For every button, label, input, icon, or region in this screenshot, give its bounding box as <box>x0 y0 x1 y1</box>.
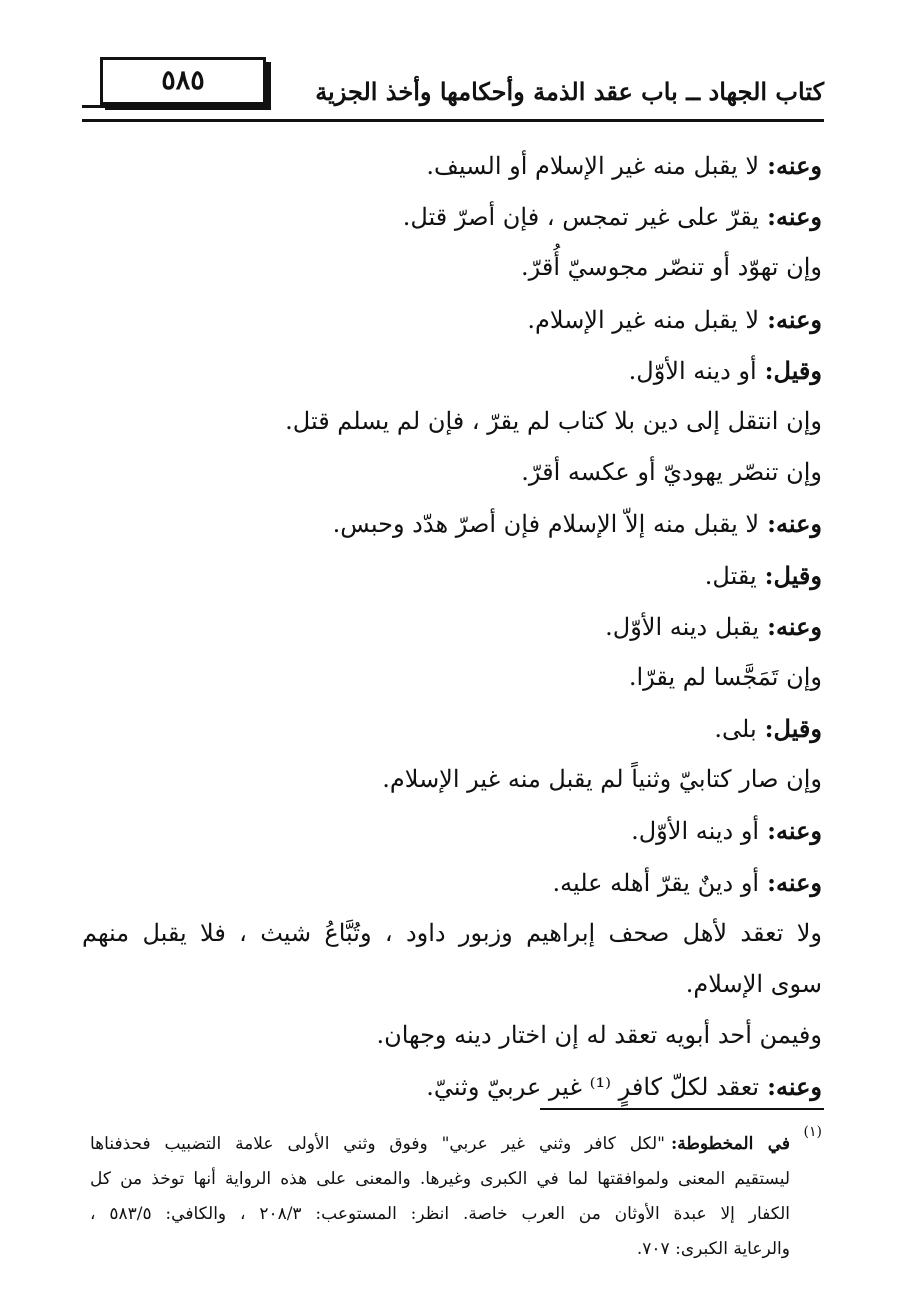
line-label: وعنه: <box>767 1072 822 1102</box>
text-line <box>82 652 822 703</box>
footnote-line <box>90 1162 790 1197</box>
line-label: وعنه: <box>767 867 822 897</box>
footnote-line <box>90 1232 790 1267</box>
header-rule <box>82 119 824 122</box>
line-label: وعنه: <box>767 304 822 334</box>
line-text: أو دينه الأوّل. <box>631 817 760 846</box>
line-label: وعنه: <box>767 151 822 180</box>
footnote-line-text: "لكل كافر وثني غير عربي" وفوق وثني الأولى علامة التضبيب فحذفناها <box>90 1134 665 1154</box>
footnote-line <box>90 1127 790 1162</box>
line-label: وعنه: <box>767 509 822 539</box>
text-line <box>82 242 822 293</box>
footnote <box>90 1127 790 1267</box>
text-line <box>82 1061 822 1112</box>
text-line <box>82 294 822 345</box>
footnote-number: (١) <box>803 1124 822 1140</box>
line-text: وفيمن أحد أبويه تعقد له إن اختار دينه وجهان. <box>376 1021 822 1050</box>
text-line <box>82 908 822 959</box>
line-text: تعقد لكلّ كافرٍ ⁽¹⁾ غير عربيّ وثنيّ. <box>426 1073 760 1102</box>
line-text: سوى الإسلام. <box>685 970 822 998</box>
text-line <box>82 959 822 1010</box>
text-line <box>82 140 822 191</box>
footnote-separator <box>540 1108 824 1110</box>
text-line <box>82 550 822 601</box>
text-line <box>82 396 822 447</box>
page-number: ٥٨٥ <box>100 57 266 105</box>
line-text: يقرّ على غير تمجس ، فإن أصرّ قتل. <box>402 203 760 232</box>
line-text: لا يقبل منه غير الإسلام أو السيف. <box>426 152 760 180</box>
text-line <box>82 754 822 805</box>
page-header <box>82 55 824 125</box>
line-text: يقتل. <box>704 561 757 590</box>
header-rule-left <box>82 105 192 108</box>
line-text: وإن انتقل إلى دين بلا كتاب لم يقرّ ، فإن لم يسلم قتل. <box>285 406 822 435</box>
line-text: أو دينه الأوّل. <box>628 356 757 385</box>
footnote-line-text: ليستقيم المعنى ولموافقتها لما في الكبرى وغيرها. والمعنى على هذه الرواية أنها توخذ من كل <box>90 1169 790 1189</box>
running-title: كتاب الجهاد ــ باب عقد الذمة وأحكامها وأخذ الجزية <box>315 77 824 106</box>
line-text: وإن تَمَجَّسا لم يقرّا. <box>628 662 822 691</box>
line-label: وقيل: <box>764 714 822 744</box>
line-text: لا يقبل منه إلاّ الإسلام فإن أصرّ هدّد وحبس. <box>332 510 760 539</box>
line-label: وقيل: <box>764 355 822 385</box>
text-line <box>82 601 822 652</box>
line-text: أو دينٌ يقرّ أهله عليه. <box>552 868 760 897</box>
line-label: وعنه: <box>767 611 822 641</box>
line-text: وإن تنصّر يهوديّ أو عكسه أقرّ. <box>521 458 822 487</box>
line-text: ولا تعقد لأهل صحف إبراهيم وزبور داود ، وتُبَّاعُ شيث ، فلا يقبل منهم <box>82 918 822 947</box>
text-line <box>82 703 822 754</box>
line-text: يقبل دينه الأوّل. <box>605 612 760 641</box>
line-text: وإن صار كتابيّ وثنياً لم يقبل منه غير الإسلام. <box>382 765 822 794</box>
text-line <box>82 191 822 242</box>
line-text: بلى. <box>714 715 757 744</box>
text-line <box>82 447 822 498</box>
footnote-label: في المخطوطة: <box>670 1134 790 1154</box>
footnote-line-text: والرعاية الكبرى: ٧٠٧. <box>636 1239 790 1259</box>
line-label: وعنه: <box>767 816 822 846</box>
footnote-line <box>90 1197 790 1232</box>
line-text: وإن تهوّد أو تنصّر مجوسيّ أُقرّ. <box>521 253 822 282</box>
line-text: لا يقبل منه غير الإسلام. <box>527 305 760 334</box>
text-line <box>82 498 822 549</box>
line-label: وقيل: <box>764 560 822 590</box>
text-line <box>82 805 822 856</box>
text-line <box>82 857 822 908</box>
text-line <box>82 345 822 396</box>
line-label: وعنه: <box>767 202 822 232</box>
footnote-line-text: الكفار إلا عبدة الأوثان من العرب خاصة. انظر: المستوعب: ٢٠٨/٣ ، والكافي: ٥٨٣/٥ ، <box>90 1204 790 1224</box>
body-text <box>82 140 822 1113</box>
text-line <box>82 1010 822 1061</box>
